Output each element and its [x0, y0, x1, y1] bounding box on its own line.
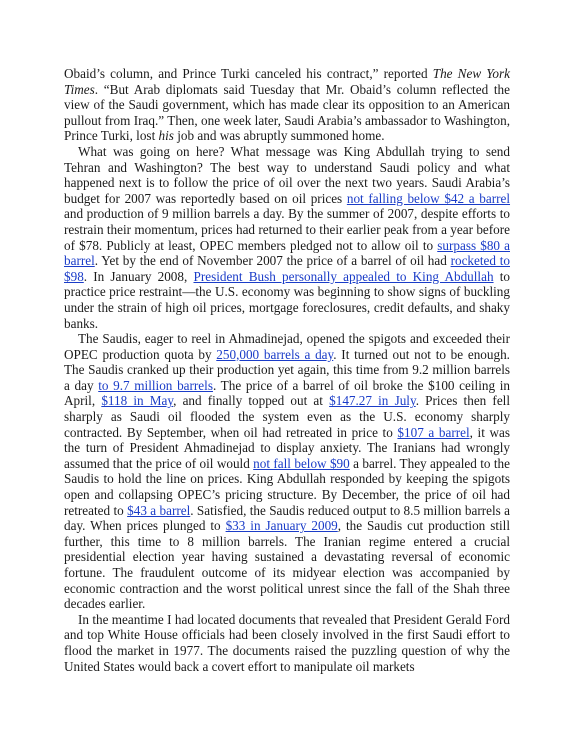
hyperlink[interactable]: surpass $80 a barrel	[64, 237, 510, 269]
paragraph	[64, 66, 510, 144]
text-run: a barrel. They appealed to the Saudis to hold the line on prices. King Abdullah responded by keeping the spigots open and collapsing OPEC’s pricing structure. By December, the price of oil had retreated to	[64, 455, 510, 518]
paragraph	[64, 144, 510, 331]
hyperlink[interactable]: not fall below $90	[253, 455, 350, 471]
text-run: , and finally topped out at	[173, 393, 330, 409]
hyperlink[interactable]: $43 a barrel	[127, 502, 191, 518]
hyperlink[interactable]: President Bush personally appealed to King Abdullah	[193, 268, 494, 284]
document-body	[64, 66, 510, 674]
italic-text: his	[158, 128, 174, 144]
text-run: . Prices then fell sharply as Saudi oil flooded the system even as the U.S. economy sharply contracted. By September, when oil had retreated in price to	[64, 393, 510, 440]
hyperlink[interactable]: $107 a barrel	[397, 424, 470, 440]
hyperlink[interactable]: $147.27 in July	[329, 393, 416, 409]
text-run: Obaid’s column, and Prince Turki canceled his contract,” reported	[64, 66, 433, 81]
hyperlink[interactable]: rocketed to $98	[64, 253, 510, 284]
text-run: The Saudis, eager to reel in Ahmadinejad, opened the spigots and exceeded their OPEC production quota by	[64, 331, 510, 362]
hyperlink[interactable]: not falling below $42 a barrel	[346, 190, 511, 206]
text-run: . “But Arab diplomats said Tuesday that Mr. Obaid’s column reflected the view of the Saudi government, which has made clear its opposition to an American pullout from Iraq.” Then, one week later, Saudi Arabia’s ambassador to Washington, Prince Turki, lost	[64, 81, 510, 144]
paragraph	[64, 331, 510, 612]
text-run: to practice price restraint—the U.S. economy was beginning to show signs of buckling under the strain of high oil prices, mortgage foreclosures, credit defaults, and shaky banks.	[64, 268, 510, 331]
text-run: . In January 2008,	[83, 268, 194, 284]
hyperlink[interactable]: $118 in May	[101, 393, 174, 409]
text-run: , the Saudis cut production still further, this time to 8 million barrels. The Iranian regime entered a crucial presidential election year having sustained a devastating reversal of economic fortune. The fraudulent outcome of its midyear election was accompanied by economic contraction and the worst political unrest since the fall of the Shah three decades earlier.	[64, 518, 510, 612]
italic-text: The New York Times	[64, 66, 510, 97]
text-run: In the meantime I had located documents that revealed that President Gerald Ford and top White House officials had been closely involved in the first Saudi effort to flood the market in 1977. The documents raised the puzzling question of why the United States would back a covert effort to manipulate oil markets	[64, 611, 510, 674]
text-run: and production of 9 million barrels a day. By the summer of 2007, despite efforts to restrain their momentum, prices had returned to their earlier peak from a year before of $78. Publicly at least, OPEC members pledged not to allow oil to	[64, 206, 510, 253]
text-run: job and was abruptly summoned home.	[173, 128, 385, 144]
hyperlink[interactable]: to 9.7 million barrels	[98, 377, 213, 393]
text-run: , it was the turn of President Ahmadinejad to display anxiety. The Iranians had wrongly assumed that the price of oil would	[64, 424, 510, 471]
text-run: . It turned out not to be enough. The Saudis cranked up their production yet again, this time from 9.2 million barrels a day	[64, 346, 510, 393]
paragraph	[64, 612, 510, 674]
text-run: What was going on here? What message was King Abdullah trying to send Tehran and Washington? The best way to understand Saudi policy and what happened next is to follow the price of oil over the next two years. Saudi Arabia’s budget for 2007 was reportedly based on oil prices	[64, 143, 510, 206]
text-run: . Satisfied, the Saudis reduced output to 8.5 million barrels a day. When prices plunged to	[64, 502, 510, 534]
hyperlink[interactable]: $33 in January 2009	[225, 518, 338, 534]
hyperlink[interactable]: 250,000 barrels a day	[216, 346, 334, 362]
text-run: . The price of a barrel of oil broke the $100 ceiling in April,	[64, 377, 510, 409]
text-run: . Yet by the end of November 2007 the price of a barrel of oil had	[94, 253, 451, 269]
